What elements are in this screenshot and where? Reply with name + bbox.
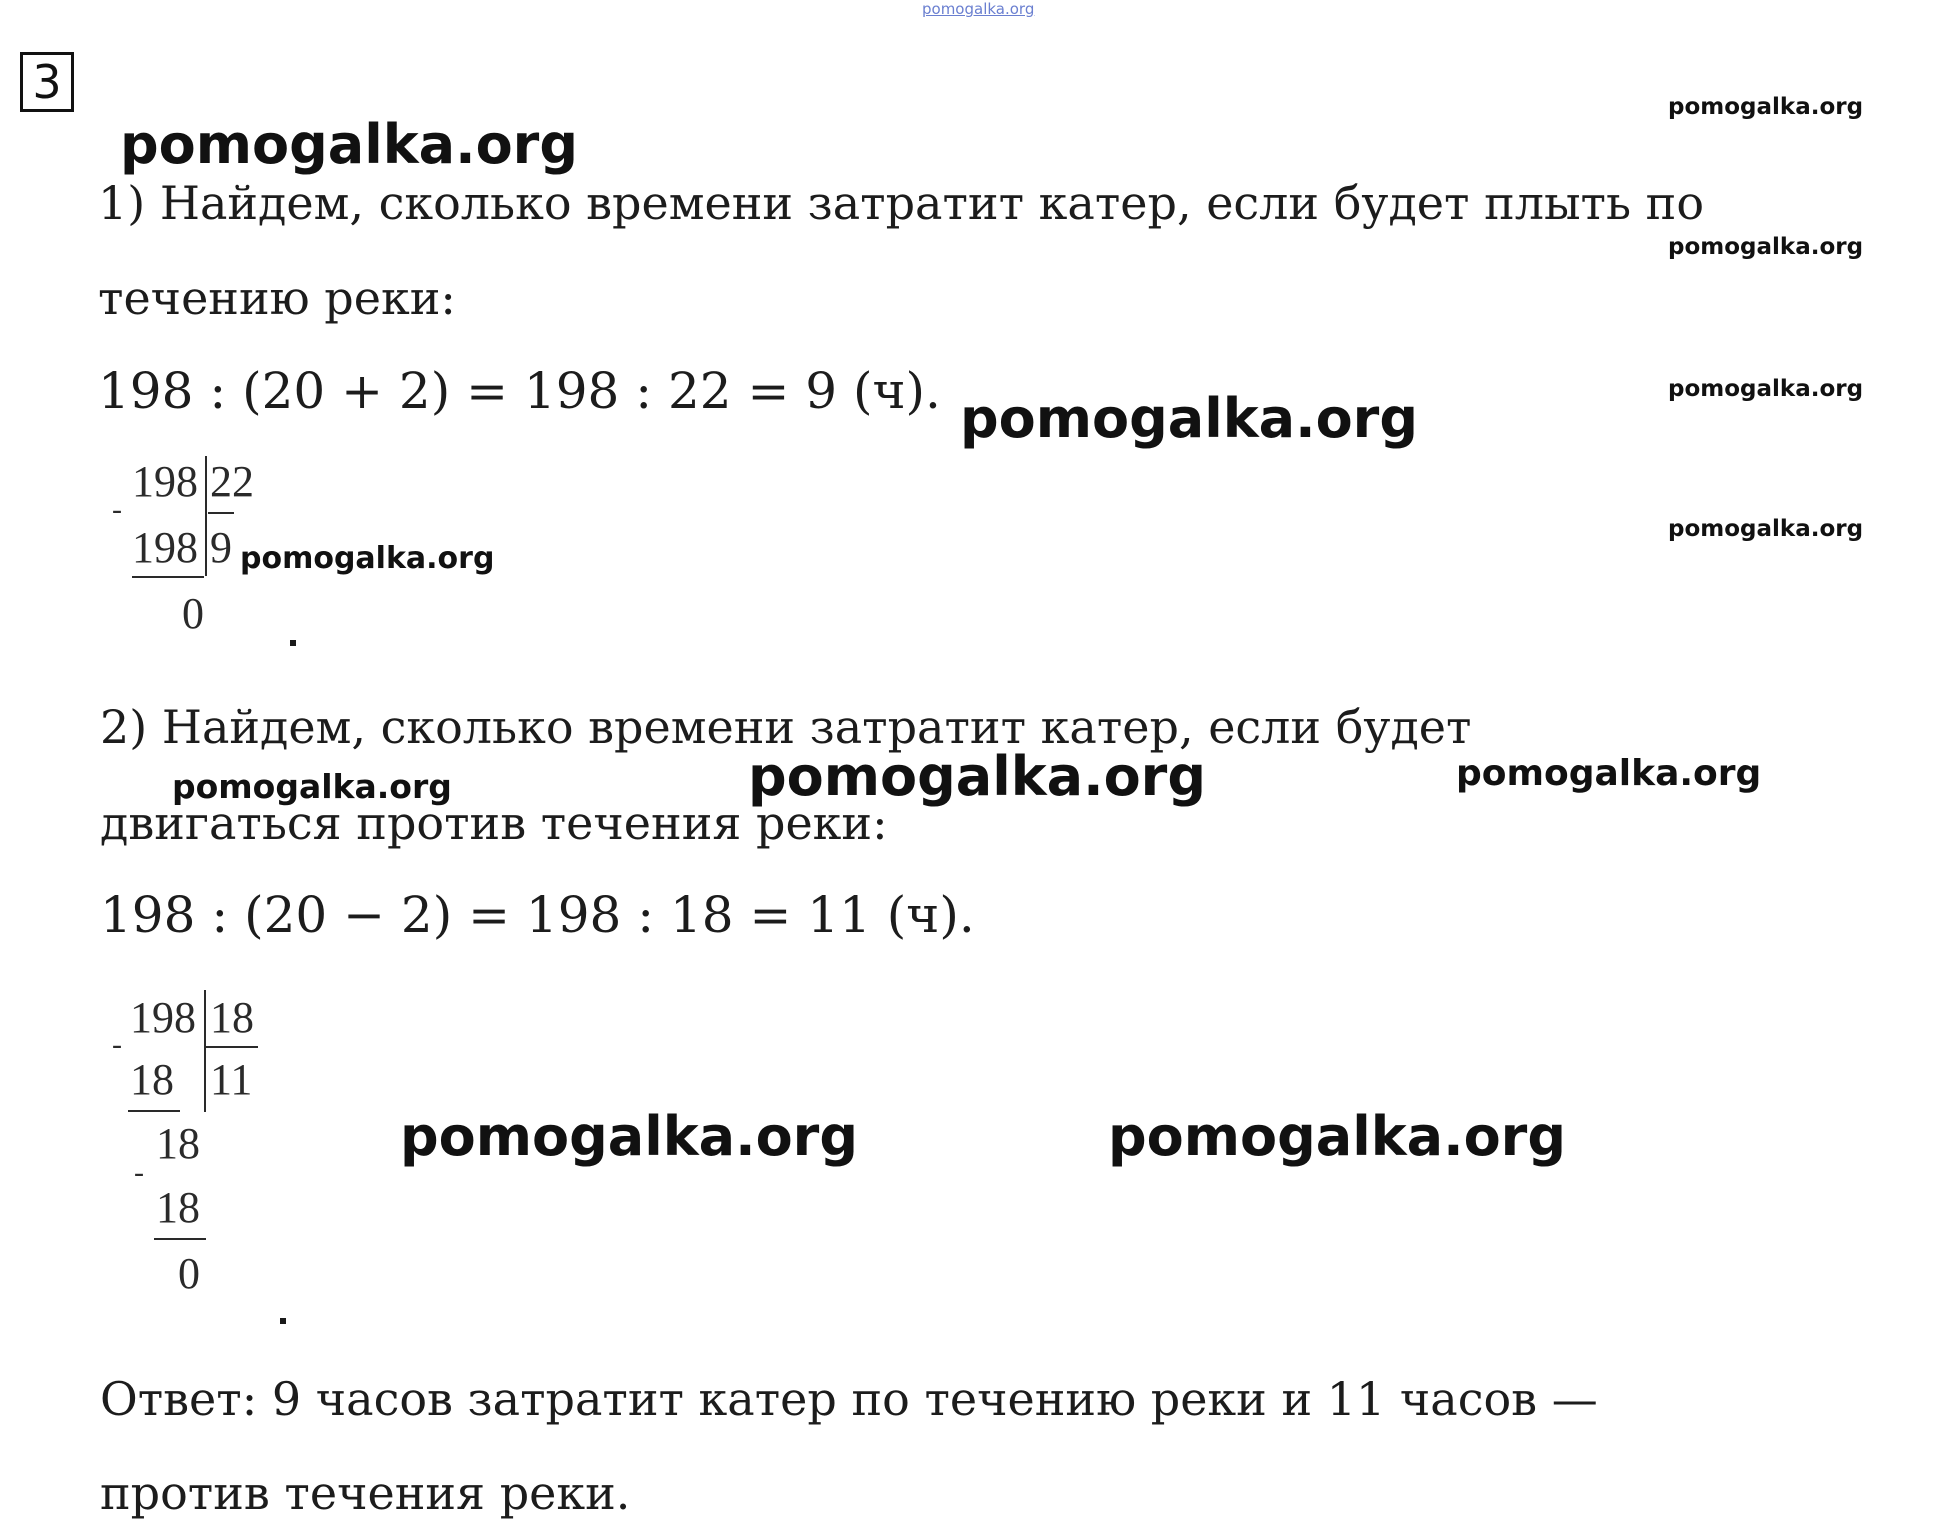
division-divisor-underline <box>206 1046 258 1048</box>
division-minus-sign: - <box>112 493 122 526</box>
division-subtrahend: 18 <box>130 1055 174 1104</box>
watermark: pomogalka.org <box>1668 234 1864 260</box>
division-divisor-underline <box>208 512 234 514</box>
watermark: pomogalka.org <box>1668 516 1864 542</box>
period-dot <box>280 1318 286 1324</box>
division-underline <box>128 1110 180 1112</box>
division-quotient: 9 <box>210 523 232 572</box>
top-watermark-link[interactable]: pomogalka.org <box>922 0 1035 18</box>
watermark: pomogalka.org <box>172 767 452 806</box>
division-underline <box>154 1238 206 1240</box>
watermark: pomogalka.org <box>120 113 578 176</box>
division-divisor: 22 <box>210 457 254 506</box>
division-quotient: 11 <box>210 1055 253 1104</box>
watermark: pomogalka.org <box>960 387 1418 450</box>
period-dot <box>290 640 296 646</box>
division-subtrahend: 198 <box>132 523 198 572</box>
watermark: pomogalka.org <box>1668 94 1864 120</box>
division-minus-sign: - <box>112 1028 122 1061</box>
watermark: pomogalka.org <box>240 541 495 576</box>
step2-line2: двигаться против течения реки: <box>100 796 888 850</box>
division-vertical-line <box>204 990 206 1112</box>
division-remainder: 0 <box>178 1249 200 1298</box>
answer-line1: Ответ: 9 часов затратит катер по течению реки и 11 часов — <box>100 1372 1598 1426</box>
division-vertical-line <box>205 456 207 576</box>
step1-line1: 1) Найдем, сколько времени затратит катер, если будет плыть по <box>98 176 1705 230</box>
step2-line1: 2) Найдем, сколько времени затратит катер, если будет <box>100 700 1472 754</box>
step2-formula: 198 : (20 − 2) = 198 : 18 = 11 (ч). <box>100 886 975 944</box>
division-remainder: 0 <box>182 589 204 638</box>
division-subtrahend: 18 <box>156 1183 200 1232</box>
watermark: pomogalka.org <box>400 1105 858 1168</box>
watermark: pomogalka.org <box>1668 376 1864 402</box>
watermark: pomogalka.org <box>1456 753 1762 794</box>
watermark: pomogalka.org <box>1108 1105 1566 1168</box>
answer-line2: против течения реки. <box>100 1466 631 1520</box>
step1-line2: течению реки: <box>98 271 456 325</box>
division-divisor: 18 <box>210 993 254 1042</box>
task-number-box: 3 <box>20 52 74 112</box>
division-minus-sign: - <box>134 1156 144 1189</box>
division-dividend: 198 <box>132 457 198 506</box>
watermark: pomogalka.org <box>748 745 1206 808</box>
division-partial: 18 <box>156 1119 200 1168</box>
division-dividend: 198 <box>130 993 196 1042</box>
step1-formula: 198 : (20 + 2) = 198 : 22 = 9 (ч). <box>98 362 941 420</box>
division-underline <box>132 576 204 578</box>
